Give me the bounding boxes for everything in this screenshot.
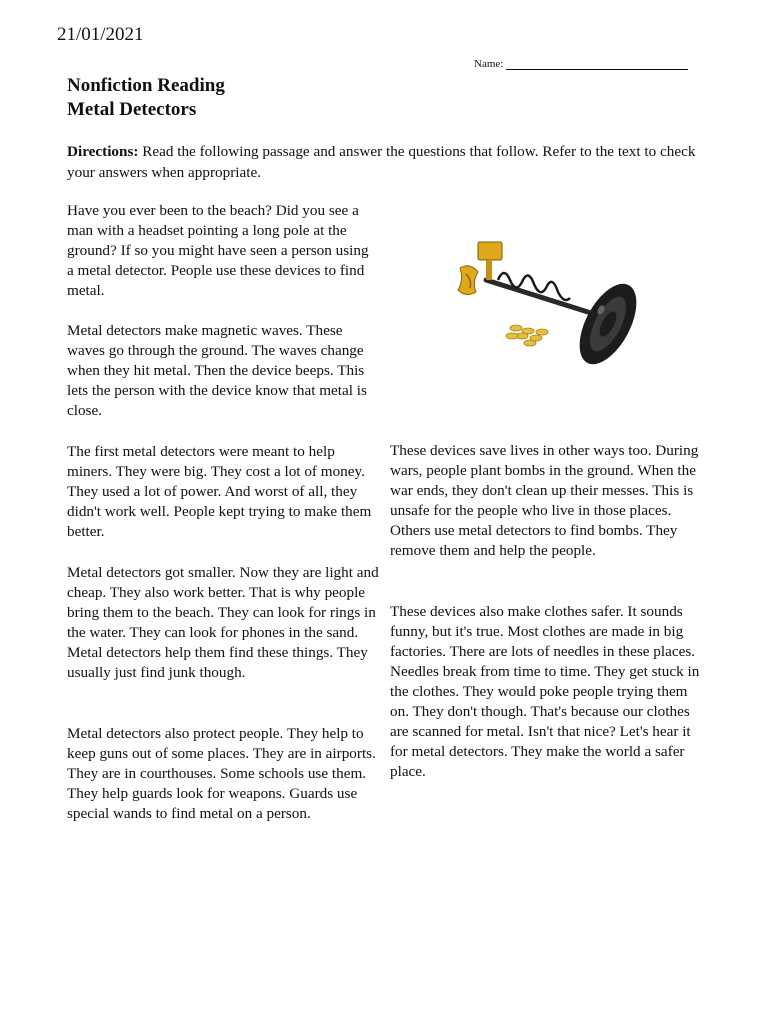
worksheet-title: [67, 74, 225, 122]
name-label: Name:: [474, 58, 504, 70]
name-field[interactable]: [474, 58, 688, 70]
paragraph-4: Metal detectors got smaller. Now they are light and cheap. They also work better. That is why people bring them to the beach. They can look for rings in the water. They can look for phones in the sand. Metal detectors help them find these things. They usually just find junk though.: [67, 564, 379, 681]
paragraph-1: Have you ever been to the beach? Did you see a man with a headset pointing a long pole at the ground? If so you might have seen a person using a metal detector. People use these devices to find metal.: [67, 202, 369, 299]
directions-label: Directions:: [67, 143, 139, 160]
paragraph-5: Metal detectors also protect people. They help to keep guns out of some places. They are in airports. They are in courthouses. Some schools use them. They help guards look for weapons. Guards use special wands to find metal on a person.: [67, 725, 376, 822]
date: 21/01/2021: [57, 24, 144, 45]
paragraph-2: Metal detectors make magnetic waves. These waves go through the ground. The waves change when they hit metal. Then the device beeps. This lets the person with the device know that metal is close.: [67, 322, 367, 419]
paragraph-6: These devices save lives in other ways too. During wars, people plant bombs in the ground. When the war ends, they don't clean up their messes. This is unsafe for the people who live in those places. Others use metal detectors to find bombs. They remove them and help the people.: [390, 442, 699, 559]
paragraph-7: These devices also make clothes safer. It sounds funny, but it's true. Most clothes are made in big factories. There are lots of needles in these places. Needles break from time to time. They get stuck in the clothes. They would poke people trying them on. They don't though. That's because our clothes are scanned for metal. Isn't that nice? Let's hear it for metal detectors. They make the world a safer place.: [390, 603, 700, 780]
title-line-1: Nonfiction Reading: [67, 75, 225, 96]
directions: [67, 141, 707, 183]
name-blank-line[interactable]: [506, 58, 688, 70]
paragraph-3: The first metal detectors were meant to help miners. They were big. They cost a lot of money. They used a lot of power. And worst of all, they didn't work well. People kept trying to make them better.: [67, 443, 372, 540]
directions-text: Read the following passage and answer the questions that follow. Refer to the text to check your answers when appropriate.: [67, 143, 696, 181]
title-line-2: Metal Detectors: [67, 99, 197, 120]
metal-detector-illustration-icon: [438, 228, 652, 376]
